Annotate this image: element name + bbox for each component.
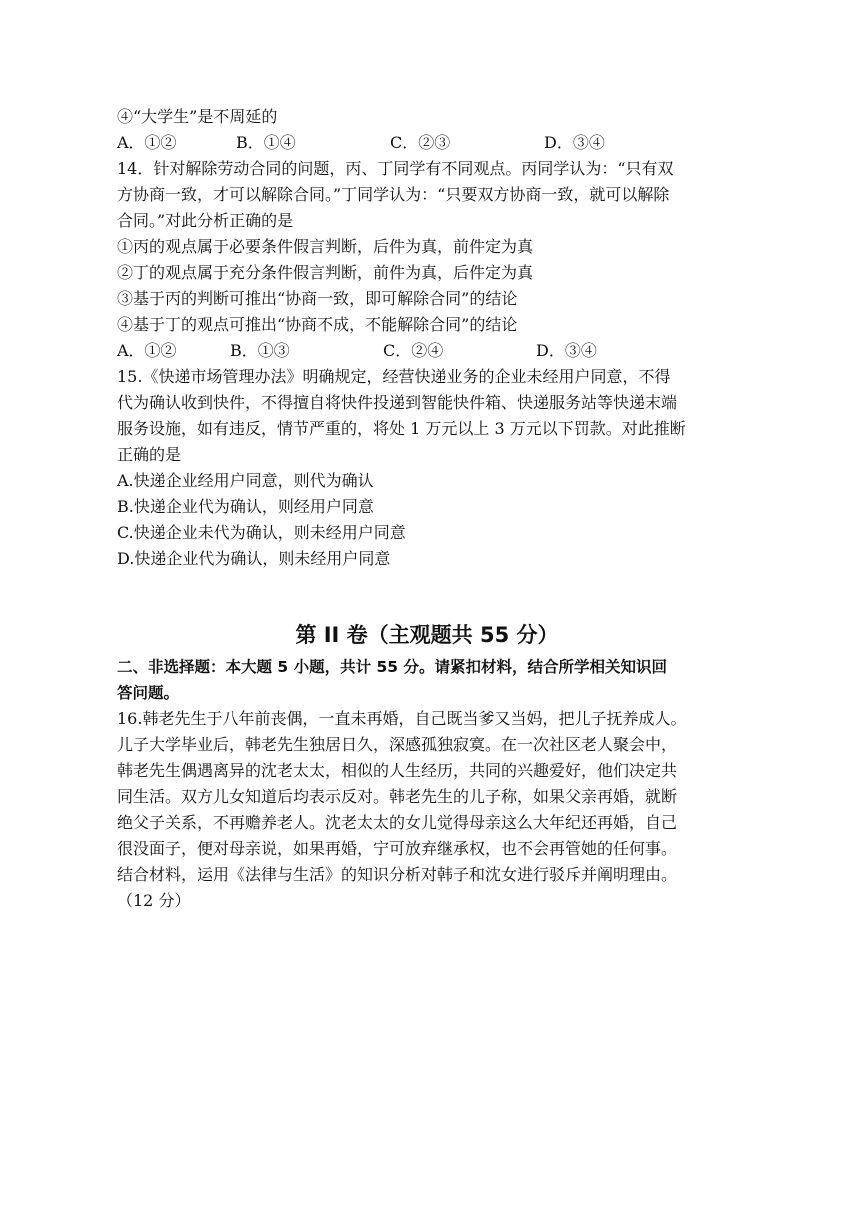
exam-page (117, 104, 737, 914)
question-stem-line: 15.《快递市场管理办法》明确规定，经营快递业务的企业未经用户同意，不得 (117, 367, 671, 386)
question-text-line: 绝父子关系，不再赡养老人。沈老太太的女儿觉得母亲这么大年纪还再婚，自己 (117, 813, 678, 832)
instruction-line: 答问题。 (117, 684, 180, 702)
option-c: C.快递企业未代为确认，则未经用户同意 (117, 523, 406, 542)
statement-2: ②丁的观点属于充分条件假言判断，前件为真，后件定为真 (117, 263, 534, 282)
option-d: D.快递企业代为确认，则未经用户同意 (117, 549, 391, 568)
question-16 (117, 706, 737, 914)
statement-3: ③基于丙的判断可推出“协商一致，即可解除合同”的结论 (117, 289, 518, 308)
question-stem-line: 正确的是 (117, 445, 182, 464)
question-text-line: 结合材料，运用《法律与生活》的知识分析对韩子和沈女进行驳斥并阐明理由。 (117, 865, 678, 884)
question-15 (117, 364, 737, 572)
statement-1: ①丙的观点属于必要条件假言判断，后件为真，前件定为真 (117, 237, 534, 256)
option-a: A.快递企业经用户同意，则代为确认 (117, 471, 374, 490)
question-text-line: 很没面子，便对母亲说，如果再婚，宁可放弃继承权，也不会再管她的任何事。 (117, 839, 678, 858)
score-note: （12 分） (117, 891, 191, 910)
option-a: A．①② (117, 133, 177, 152)
question-text-line: 韩老先生偶遇离异的沈老太太，相似的人生经历，共同的兴趣爱好，他们决定共 (117, 761, 678, 780)
options-row (117, 130, 737, 156)
question-stem-line: 合同。”对此分析正确的是 (117, 211, 294, 230)
option-b: B．①③ (230, 341, 290, 360)
option-c: C．②③ (390, 133, 451, 152)
option-b: B.快递企业代为确认，则经用户同意 (117, 497, 374, 516)
question-13-tail (117, 104, 737, 156)
options-row (117, 338, 737, 364)
option-c: C．②④ (383, 341, 444, 360)
statement-4: ④“大学生”是不周延的 (117, 107, 278, 126)
option-d: D．③④ (544, 133, 605, 152)
option-a: A．①② (117, 341, 177, 360)
question-14 (117, 156, 737, 364)
option-d: D．③④ (536, 341, 597, 360)
section-instruction (117, 654, 737, 706)
question-stem-line: 14．针对解除劳动合同的问题，丙、丁同学有不同观点。丙同学认为：“只有双 (117, 159, 674, 178)
option-b: B．①④ (236, 133, 296, 152)
question-text-line: 同生活。双方儿女知道后均表示反对。韩老先生的儿子称，如果父亲再婚，就断 (117, 787, 678, 806)
question-stem-line: 服务设施，如有违反，情节严重的，将处 1 万元以上 3 万元以下罚款。对此推断 (117, 419, 686, 438)
question-text-line: 16.韩老先生于八年前丧偶，一直未再婚，自己既当爹又当妈，把儿子抚养成人。 (117, 709, 687, 728)
section-title: 第 II 卷（主观题共 55 分） (295, 623, 559, 647)
instruction-line: 二、非选择题：本大题 5 小题，共计 55 分。请紧扣材料，结合所学相关知识回 (117, 658, 667, 676)
statement-4: ④基于丁的观点可推出“协商不成，不能解除合同”的结论 (117, 315, 518, 334)
question-text-line: 儿子大学毕业后，韩老先生独居日久，深感孤独寂寞。在一次社区老人聚会中， (117, 735, 678, 754)
question-stem-line: 方协商一致，才可以解除合同。”丁同学认为：“只要双方协商一致，就可以解除 (117, 185, 670, 204)
question-stem-line: 代为确认收到快件，不得擅自将快件投递到智能快件箱、快递服务站等快递末端 (117, 393, 678, 412)
